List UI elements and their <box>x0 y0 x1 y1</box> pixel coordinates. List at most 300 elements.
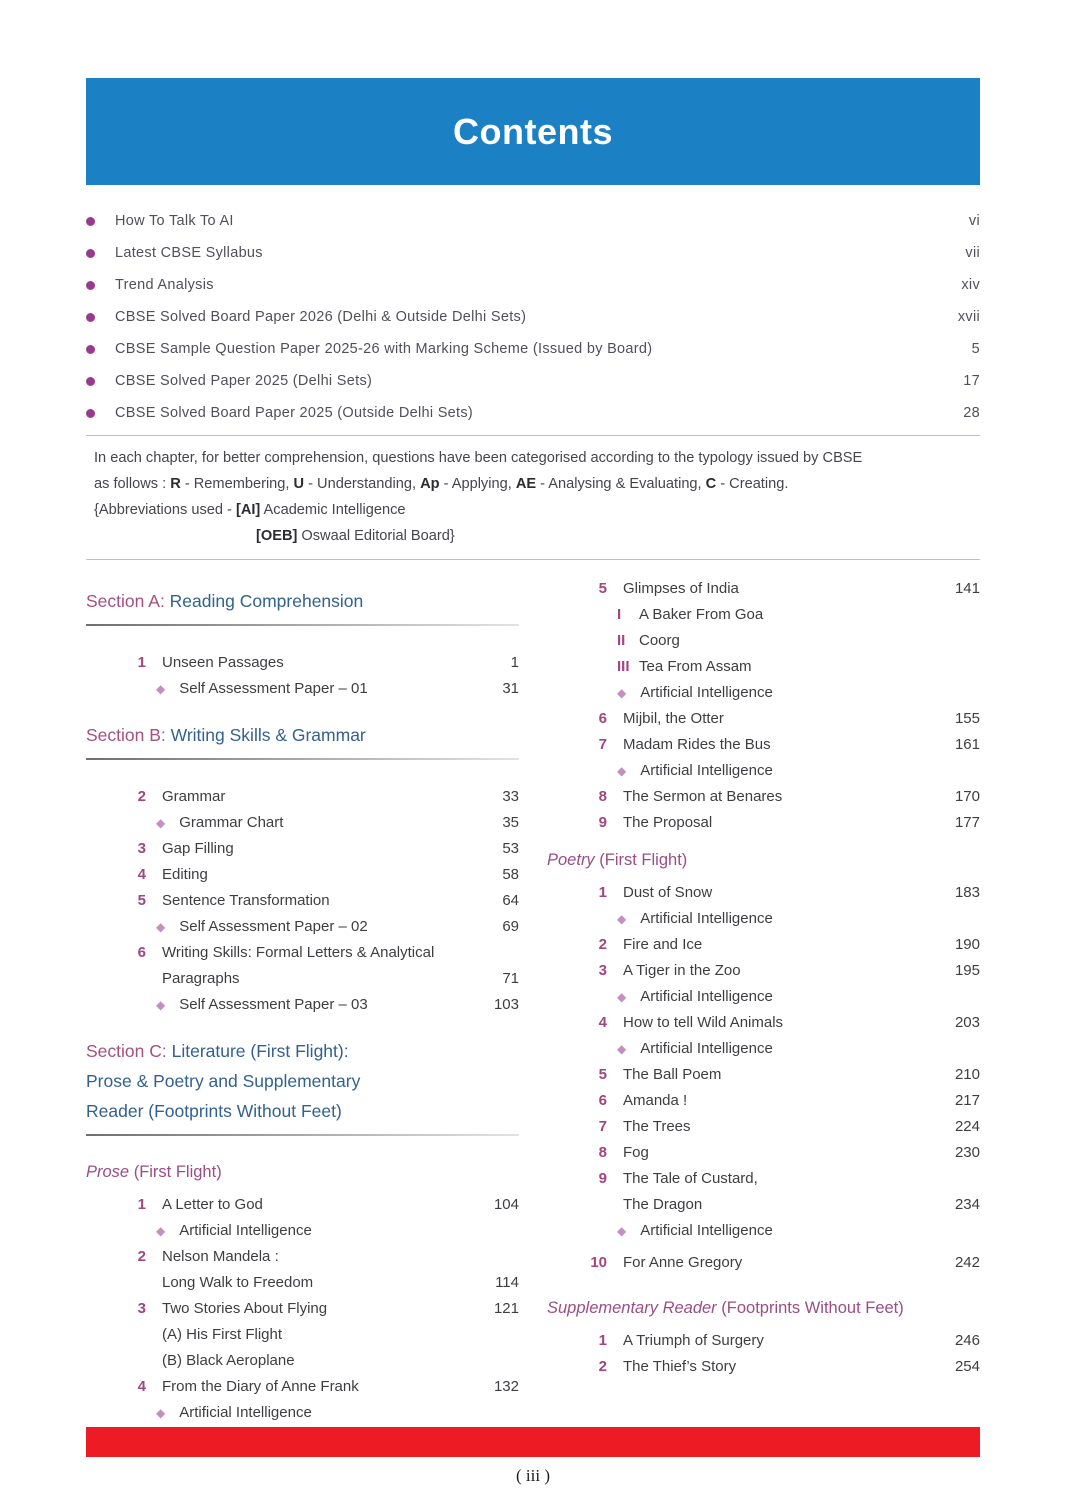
chapter-number: 3 <box>137 840 146 857</box>
chapter-lines <box>162 940 519 992</box>
chapter-lines <box>623 880 980 906</box>
chapter-lines <box>623 932 980 958</box>
page-number: 183 <box>954 884 980 901</box>
note-abbrev: [OEB] <box>256 528 298 544</box>
chapter-row <box>86 784 519 810</box>
chapter-lines <box>623 1140 980 1166</box>
chapter-row <box>547 1062 980 1088</box>
chapter-number: 2 <box>137 788 146 805</box>
sub-item-row <box>547 680 980 706</box>
page-number: 141 <box>954 580 980 597</box>
chapter-title: Gap Filling <box>162 840 234 857</box>
page-number: 161 <box>954 736 980 753</box>
sub-item-row <box>86 1400 519 1426</box>
section-underline <box>86 758 519 760</box>
diamond-icon: ◆ <box>156 920 166 934</box>
page-number: 230 <box>954 1144 980 1161</box>
front-matter-page-number: vi <box>968 213 980 229</box>
sub-item-title: Artificial Intelligence <box>640 684 773 701</box>
chapter-lines <box>623 732 980 758</box>
chapter-line <box>623 932 980 958</box>
chapter-line <box>623 576 980 602</box>
diamond-icon: ◆ <box>156 998 166 1012</box>
chapter-number: 6 <box>598 1092 607 1109</box>
group-subheading-italic: Supplementary Reader <box>547 1299 717 1317</box>
chapter-title: A Letter to God <box>162 1196 263 1213</box>
page-number: 224 <box>954 1118 980 1135</box>
chapter-lines <box>162 1244 519 1296</box>
page-number: 103 <box>493 996 519 1013</box>
diamond-icon: ◆ <box>617 1224 627 1238</box>
chapter-line <box>623 1010 980 1036</box>
chapter-lines <box>623 958 980 984</box>
chapter-line <box>623 784 980 810</box>
chapter-line <box>623 880 980 906</box>
chapter-title: Two Stories About Flying <box>162 1300 328 1317</box>
section-prefix: Section A: <box>86 591 170 611</box>
chapter-line <box>623 1114 980 1140</box>
front-matter-item <box>86 237 980 269</box>
section-title: Writing Skills & Grammar <box>170 725 366 745</box>
chapter-row <box>86 1296 519 1322</box>
chapter-number: 5 <box>598 1066 607 1083</box>
roman-item-title: Tea From Assam <box>639 658 752 675</box>
front-matter-page-number: xiv <box>961 277 980 293</box>
page-title: Contents <box>453 110 613 152</box>
chapter-title: Sentence Transformation <box>162 892 330 909</box>
chapter-row <box>547 1166 980 1218</box>
chapter-row <box>86 836 519 862</box>
sub-item-title: Artificial Intelligence <box>179 1222 312 1239</box>
note-text: - Analysing & Evaluating, <box>536 476 706 492</box>
sub-item-row <box>547 1036 980 1062</box>
chapter-title: Madam Rides the Bus <box>623 736 771 753</box>
chapter-lines <box>623 1088 980 1114</box>
page-number: 69 <box>502 918 519 935</box>
chapter-number: 3 <box>137 1300 146 1317</box>
chapter-line <box>623 1166 980 1192</box>
page-number: 195 <box>954 962 980 979</box>
bullet-icon <box>86 217 95 226</box>
chapter-number: 2 <box>137 1248 146 1265</box>
footer <box>86 1427 980 1500</box>
chapter-title: Grammar <box>162 788 226 805</box>
chapter-title: From the Diary of Anne Frank <box>162 1378 359 1395</box>
chapter-title: The Tale of Custard, <box>623 1170 758 1187</box>
page-banner <box>86 78 980 185</box>
bullet-icon <box>86 409 95 418</box>
section-heading <box>86 720 519 760</box>
section-heading-line <box>86 720 519 750</box>
section-title: Literature (First Flight): <box>171 1041 349 1061</box>
page-number: 121 <box>493 1300 519 1317</box>
roman-item-title: A Baker From Goa <box>639 606 764 623</box>
chapter-number: 2 <box>598 1358 607 1375</box>
bullet-icon <box>86 345 95 354</box>
group-subheading-rest: (Footprints Without Feet) <box>716 1299 904 1317</box>
chapter-title: A Tiger in the Zoo <box>623 962 741 979</box>
chapter-lines <box>162 1374 519 1400</box>
chapter-line <box>623 958 980 984</box>
sub-item-row <box>547 906 980 932</box>
page-number: 104 <box>493 1196 519 1213</box>
chapter-line <box>623 1328 980 1354</box>
sub-item-title: Self Assessment Paper – 01 <box>179 680 368 697</box>
chapter-lines <box>623 784 980 810</box>
chapter-number: 9 <box>598 814 607 831</box>
chapter-number: 3 <box>598 962 607 979</box>
page-number: 170 <box>954 788 980 805</box>
front-matter-label: CBSE Solved Board Paper 2025 (Outside Delhi Sets) <box>115 405 474 421</box>
sub-item-row <box>547 984 980 1010</box>
chapter-lines <box>623 1114 980 1140</box>
chapter-lines <box>162 888 519 914</box>
chapter-row <box>86 888 519 914</box>
page-number: 203 <box>954 1014 980 1031</box>
front-matter-page-number: xvii <box>957 309 980 325</box>
chapter-number: 1 <box>598 1332 607 1349</box>
roman-numeral: III <box>617 658 630 675</box>
page-number: 58 <box>502 866 519 883</box>
chapter-row <box>547 706 980 732</box>
chapter-title: Editing <box>162 866 208 883</box>
chapter-row <box>547 576 980 602</box>
chapter-number: 9 <box>598 1170 607 1187</box>
chapter-title: Fire and Ice <box>623 936 703 953</box>
chapter-number: 1 <box>598 884 607 901</box>
chapter-number: 2 <box>598 936 607 953</box>
note-abbrev: AE <box>515 476 537 492</box>
footer-red-bar <box>86 1427 980 1457</box>
toc-column-left <box>86 576 519 1426</box>
chapter-line <box>623 1062 980 1088</box>
chapter-line <box>623 1192 980 1218</box>
sub-item-row <box>86 992 519 1018</box>
section-prefix: Section B: <box>86 725 171 745</box>
chapter-title: The Trees <box>623 1118 691 1135</box>
note-abbrev: Ap <box>420 476 440 492</box>
note-text: - Understanding, <box>304 476 421 492</box>
note-text: Oswaal Editorial Board} <box>297 528 455 544</box>
diamond-icon: ◆ <box>156 816 166 830</box>
chapter-line <box>162 966 519 992</box>
note-line <box>94 523 976 549</box>
chapter-row <box>547 1354 980 1380</box>
section-heading-line <box>86 1066 519 1096</box>
chapter-row <box>86 940 519 992</box>
diamond-icon: ◆ <box>617 686 627 700</box>
note-text: In each chapter, for better comprehension, questions have been categorised according to the typology issued by CBSE <box>94 450 863 466</box>
group-subheading-rest: (First Flight) <box>129 1163 222 1181</box>
chapter-title: Mijbil, the Otter <box>623 710 724 727</box>
chapter-title: The Dragon <box>623 1196 703 1213</box>
sub-item-title: Grammar Chart <box>179 814 284 831</box>
chapter-number: 8 <box>598 1144 607 1161</box>
chapter-title: Paragraphs <box>162 970 240 987</box>
section-underline <box>86 624 519 626</box>
front-matter-label: CBSE Solved Board Paper 2026 (Delhi & Outside Delhi Sets) <box>115 309 527 325</box>
page-number: 71 <box>502 970 519 987</box>
chapter-number: 5 <box>598 580 607 597</box>
sub-item-title: Artificial Intelligence <box>640 1040 773 1057</box>
typology-note <box>86 435 980 560</box>
front-matter-item <box>86 269 980 301</box>
chapter-lines <box>162 650 519 676</box>
front-matter-label: How To Talk To AI <box>115 213 234 229</box>
diamond-icon: ◆ <box>617 764 627 778</box>
page-number: 155 <box>954 710 980 727</box>
chapter-title: For Anne Gregory <box>623 1254 743 1271</box>
page-number: 242 <box>954 1254 980 1271</box>
diamond-icon: ◆ <box>156 1406 166 1420</box>
chapter-number: 7 <box>598 1118 607 1135</box>
page-number: 217 <box>954 1092 980 1109</box>
page-number: 53 <box>502 840 519 857</box>
chapter-number: 4 <box>137 866 146 883</box>
group-subheading-italic: Poetry <box>547 851 595 869</box>
section-heading <box>86 1036 519 1136</box>
chapter-line <box>623 732 980 758</box>
chapter-title: The Thief’s Story <box>623 1358 737 1375</box>
chapter-line <box>623 706 980 732</box>
front-matter-item <box>86 397 980 429</box>
chapter-title: Amanda ! <box>623 1092 688 1109</box>
sub-item-row <box>86 1218 519 1244</box>
page-number: 234 <box>954 1196 980 1213</box>
chapter-line <box>162 836 519 862</box>
chapter-row <box>86 1244 519 1296</box>
chapter-line <box>623 1088 980 1114</box>
chapter-number: 6 <box>137 944 146 961</box>
chapter-line <box>623 810 980 836</box>
page-number: 254 <box>954 1358 980 1375</box>
chapter-row <box>547 1088 980 1114</box>
bullet-icon <box>86 281 95 290</box>
chapter-lines <box>623 706 980 732</box>
chapter-line <box>162 784 519 810</box>
roman-item-row <box>547 654 980 680</box>
chapter-lines <box>623 810 980 836</box>
diamond-icon: ◆ <box>156 682 166 696</box>
chapter-row <box>547 1140 980 1166</box>
page-number: 1 <box>510 654 519 671</box>
diamond-icon: ◆ <box>617 1042 627 1056</box>
chapter-lines <box>162 862 519 888</box>
chapter-subline: (B) Black Aeroplane <box>162 1352 295 1369</box>
chapter-line <box>162 1296 519 1322</box>
chapter-row <box>547 1328 980 1354</box>
chapter-title: The Proposal <box>623 814 713 831</box>
note-text: as follows : <box>94 476 171 492</box>
front-matter-item <box>86 301 980 333</box>
chapter-line <box>162 862 519 888</box>
chapter-line <box>162 650 519 676</box>
footer-page-label: ( iii ) <box>516 1466 550 1485</box>
chapter-line <box>623 1354 980 1380</box>
section-underline <box>86 1134 519 1136</box>
note-text: - Remembering, <box>180 476 294 492</box>
chapter-title: A Triumph of Surgery <box>623 1332 764 1349</box>
section-title: Prose & Poetry and Supplementary <box>86 1071 361 1091</box>
page-number: 246 <box>954 1332 980 1349</box>
sub-item-row <box>86 810 519 836</box>
chapter-line <box>623 1250 980 1276</box>
front-matter-page-number: 5 <box>971 341 980 357</box>
chapter-row <box>86 1374 519 1400</box>
chapter-title: Nelson Mandela : <box>162 1248 279 1265</box>
note-line <box>94 471 976 497</box>
chapter-lines <box>623 1328 980 1354</box>
group-subheading-rest: (First Flight) <box>594 851 688 869</box>
diamond-icon: ◆ <box>617 990 627 1004</box>
chapter-title: Fog <box>623 1144 649 1161</box>
front-matter-label: CBSE Solved Paper 2025 (Delhi Sets) <box>115 373 373 389</box>
chapter-line <box>623 1140 980 1166</box>
section-title: Reading Comprehension <box>169 591 364 611</box>
page-number: 177 <box>954 814 980 831</box>
bullet-icon <box>86 377 95 386</box>
sub-item-row <box>547 758 980 784</box>
chapter-row <box>547 932 980 958</box>
note-abbrev: R <box>170 476 181 492</box>
toc-column-right <box>547 576 980 1426</box>
chapter-lines <box>623 1062 980 1088</box>
chapter-lines <box>162 784 519 810</box>
chapter-row <box>547 1250 980 1276</box>
chapter-number: 7 <box>598 736 607 753</box>
toc-columns <box>86 576 980 1426</box>
front-matter-label: Latest CBSE Syllabus <box>115 245 263 261</box>
note-line <box>94 497 976 523</box>
chapter-row <box>547 732 980 758</box>
chapter-lines <box>162 836 519 862</box>
group-subheading <box>547 1296 980 1320</box>
chapter-title: The Ball Poem <box>623 1066 722 1083</box>
bullet-icon <box>86 249 95 258</box>
note-abbrev: C <box>705 476 717 492</box>
chapter-title: Dust of Snow <box>623 884 713 901</box>
chapter-row <box>86 1192 519 1218</box>
chapter-line <box>162 1244 519 1270</box>
chapter-number: 6 <box>598 710 607 727</box>
diamond-icon: ◆ <box>617 912 627 926</box>
chapter-number: 10 <box>590 1254 607 1271</box>
section-title: Reader (Footprints Without Feet) <box>86 1101 342 1121</box>
note-text: - Creating. <box>716 476 789 492</box>
bullet-icon <box>86 313 95 322</box>
chapter-line <box>162 888 519 914</box>
roman-numeral: I <box>617 606 622 623</box>
chapter-line <box>162 940 519 966</box>
section-heading-line <box>86 1036 519 1066</box>
sub-item-title: Artificial Intelligence <box>640 988 773 1005</box>
front-matter-label: Trend Analysis <box>115 277 214 293</box>
page-number: 114 <box>495 1274 519 1291</box>
group-subheading <box>547 848 980 872</box>
page-number: 132 <box>493 1378 519 1395</box>
note-text: Academic Intelligence <box>260 502 406 518</box>
chapter-lines <box>162 1296 519 1322</box>
chapter-number: 4 <box>137 1378 146 1395</box>
chapter-title: How to tell Wild Animals <box>623 1014 784 1031</box>
sub-item-row <box>86 676 519 702</box>
page-number: 210 <box>954 1066 980 1083</box>
front-matter-item <box>86 333 980 365</box>
page-number: 33 <box>502 788 519 805</box>
note-text: {Abbreviations used - <box>94 502 236 518</box>
page-number: 35 <box>502 814 519 831</box>
note-text: - Applying, <box>439 476 516 492</box>
roman-item-row <box>547 628 980 654</box>
roman-item-title: Coorg <box>639 632 680 649</box>
sub-item-row <box>547 1218 980 1244</box>
chapter-number: 5 <box>137 892 146 909</box>
sub-item-row <box>86 914 519 940</box>
chapter-title: Unseen Passages <box>162 654 284 671</box>
section-heading <box>86 586 519 626</box>
chapter-row <box>547 958 980 984</box>
front-matter-list <box>86 205 980 429</box>
group-subheading-italic: Prose <box>86 1163 130 1181</box>
chapter-lines <box>623 1010 980 1036</box>
chapter-number: 4 <box>598 1014 607 1031</box>
chapter-number: 8 <box>598 788 607 805</box>
front-matter-page-number: vii <box>965 245 980 261</box>
chapter-row <box>86 650 519 676</box>
chapter-number: 1 <box>137 654 146 671</box>
section-prefix: Section C: <box>86 1041 172 1061</box>
chapter-lines <box>623 1166 980 1218</box>
page-number: 64 <box>502 892 519 909</box>
section-heading-line <box>86 586 519 616</box>
chapter-lines <box>162 1192 519 1218</box>
chapter-lines <box>623 1250 980 1276</box>
sub-item-title: Artificial Intelligence <box>640 910 773 927</box>
chapter-title: Glimpses of India <box>623 580 739 597</box>
roman-numeral: II <box>617 632 626 649</box>
chapter-row <box>547 1010 980 1036</box>
front-matter-page-number: 28 <box>963 405 980 421</box>
page-number: 190 <box>954 936 980 953</box>
chapter-lines <box>623 576 980 602</box>
chapter-row <box>547 1114 980 1140</box>
note-line <box>94 445 976 471</box>
chapter-row <box>547 880 980 906</box>
chapter-title: Long Walk to Freedom <box>162 1274 314 1291</box>
sub-item-title: Artificial Intelligence <box>640 1222 773 1239</box>
chapter-line <box>162 1270 519 1296</box>
sub-item-title: Self Assessment Paper – 02 <box>179 918 368 935</box>
section-heading-line <box>86 1096 519 1126</box>
front-matter-page-number: 17 <box>963 373 980 389</box>
roman-item-row <box>547 602 980 628</box>
sub-item-title: Artificial Intelligence <box>179 1404 312 1421</box>
chapter-line <box>162 1192 519 1218</box>
chapter-line <box>162 1374 519 1400</box>
chapter-title: Writing Skills: Formal Letters & Analytical <box>162 944 435 961</box>
chapter-row <box>547 810 980 836</box>
front-matter-label: CBSE Sample Question Paper 2025-26 with Marking Scheme (Issued by Board) <box>115 341 653 357</box>
chapter-row <box>86 862 519 888</box>
note-abbrev: U <box>293 476 305 492</box>
chapter-row <box>547 784 980 810</box>
sub-item-title: Self Assessment Paper – 03 <box>179 996 368 1013</box>
note-abbrev: [AI] <box>235 502 261 518</box>
page-number: 31 <box>502 680 519 697</box>
front-matter-item <box>86 205 980 237</box>
chapter-lines <box>623 1354 980 1380</box>
sub-item-title: Artificial Intelligence <box>640 762 773 779</box>
